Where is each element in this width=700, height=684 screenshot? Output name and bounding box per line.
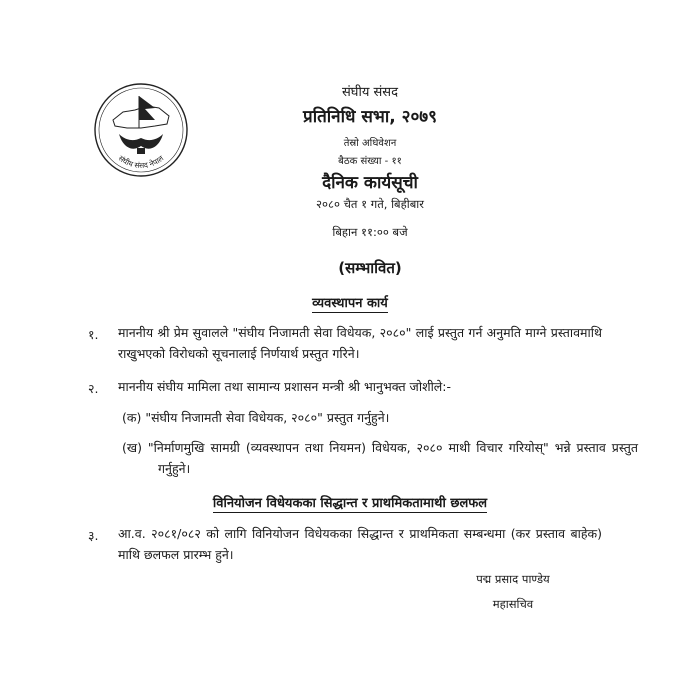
agenda-item: माननीय संघीय मामिला तथा सामान्य प्रशासन मन्त्री श्री भानुभक्त जोशीले:- — [118, 379, 452, 394]
meeting-number: बैठक संख्या - ११ — [338, 156, 402, 167]
session-label: तेस्रो अधिवेशन — [343, 138, 397, 149]
meeting-date: २०८० चैत १ गते, बिहीबार — [316, 197, 424, 211]
section-heading — [100, 493, 600, 511]
section-title: व्यवस्थापन कार्य — [312, 296, 388, 311]
item-number: ३. — [88, 528, 99, 543]
meeting-time: बिहान ११:०० बजे — [332, 225, 408, 239]
section-title: विनियोजन विधेयकका सिद्धान्त र प्राथमिकतामाथी छलफल — [212, 496, 488, 511]
parliament-name: संघीय संसद — [342, 85, 398, 100]
house-title: प्रतिनिधि सभा, २०७९ — [303, 107, 437, 127]
status-label: (सम्भावित) — [338, 259, 402, 277]
agenda-item: माननीय श्री प्रेम सुवालले "संघीय निजामती सेवा विधेयक, २०८०" लाई प्रस्तुत गर्न अनुमति माग्ने प्रस्तावमाथि राखुभएको विरोधको सूचनालाई निर्णयार्थ प्रस्तुत गरिने। — [118, 325, 602, 361]
agenda-subitem: (क) "संघीय निजामती सेवा विधेयक, २०८०" प्रस्तुत गर्नुहुने। — [122, 410, 390, 425]
item-number: १. — [88, 327, 99, 342]
svg-text:संघीय संसद नेपाल: संघीय संसद नेपाल — [116, 153, 166, 171]
agenda-subitem: (ख) "निर्माणमुखि सामग्री (व्यवस्थापन तथा नियमन) विधेयक, २०८० माथी विचार गरियोस्" भन्ने प्रस्ताव प्रस्तुत गर्नुहुने। — [122, 440, 638, 476]
signatory-name: पद्म प्रसाद पाण्डेय — [476, 572, 550, 586]
item-number: २. — [88, 381, 99, 396]
signatory-title: महासचिव — [492, 597, 534, 611]
agenda-item: आ.व. २०८१/०८२ को लागि विनियोजन विधेयकका सिद्धान्त र प्राथमिकता सम्बन्धमा (कर प्रस्ताव बाहेक) माथि छलफल प्रारम्भ हुने। — [118, 526, 602, 562]
agenda-title: दैनिक कार्यसूची — [322, 173, 418, 193]
section-heading — [100, 293, 600, 311]
